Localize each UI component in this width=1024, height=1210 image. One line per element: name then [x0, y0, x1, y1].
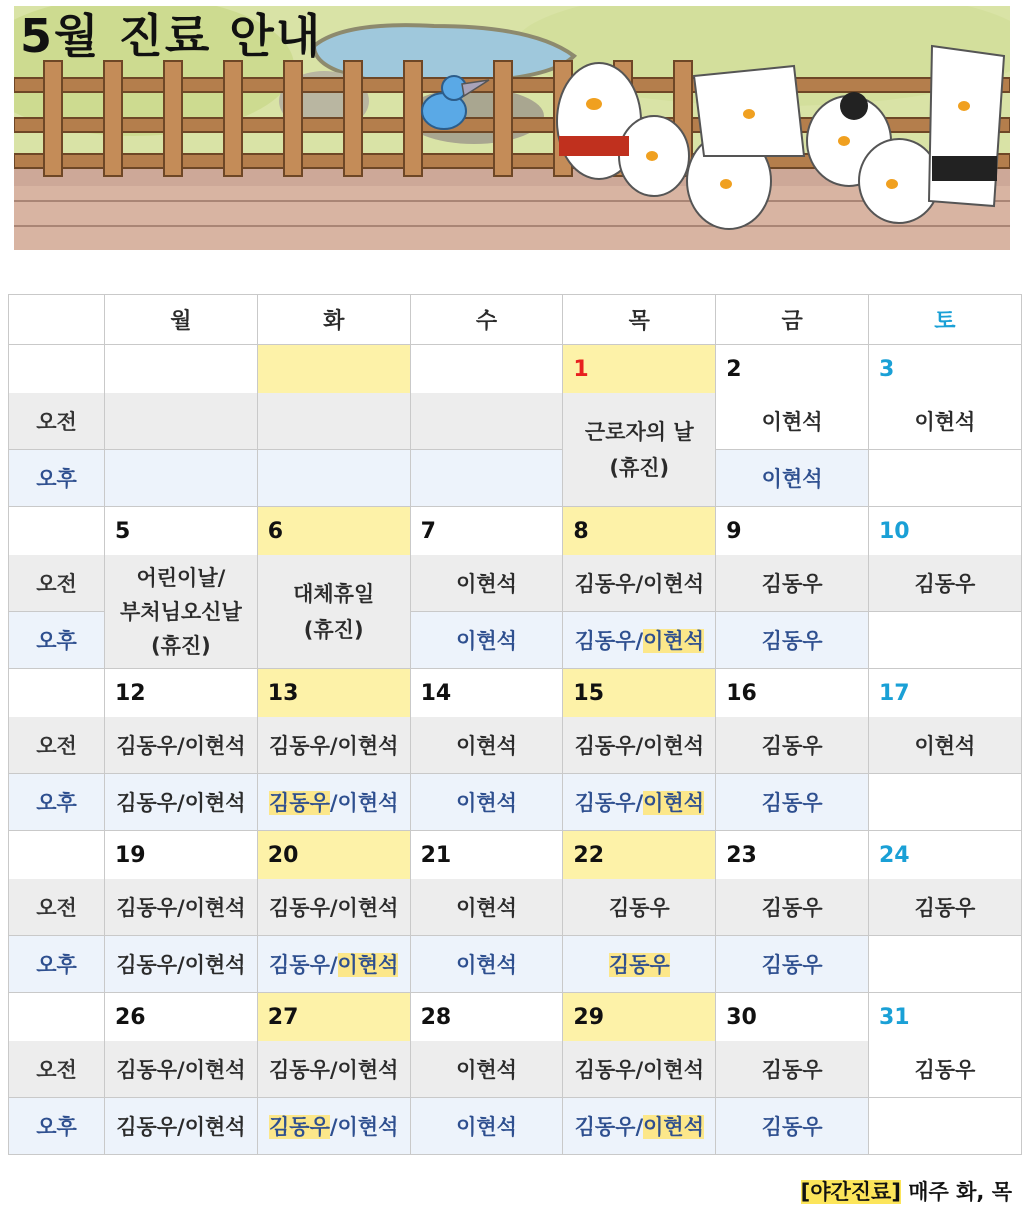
week-3-am [9, 717, 1022, 774]
pm-label: 오후 [9, 450, 105, 507]
weekday-header-row [9, 295, 1022, 345]
am-label: 오전 [9, 717, 105, 774]
pm-label: 오후 [9, 612, 105, 669]
date-cell: 14 [410, 669, 563, 718]
weekday-sat: 토 [868, 295, 1021, 345]
date-cell: 24 [868, 831, 1021, 880]
pm-cell [563, 774, 716, 831]
am-cell: 이현석 [410, 1041, 563, 1098]
week-5-pm [9, 1098, 1022, 1155]
night-clinic-note [801, 1176, 1012, 1206]
doctor-lee: /이현석 [329, 791, 399, 815]
date-cell: 22 [563, 831, 716, 880]
am-cell: 김동우 [868, 1041, 1021, 1098]
pm-cell [257, 450, 410, 507]
pm-cell [868, 936, 1021, 993]
am-cell: 김동우 [868, 879, 1021, 936]
am-cell: 김동우 [716, 879, 869, 936]
am-cell: 김동우 [716, 555, 869, 612]
date-cell: 30 [716, 993, 869, 1042]
holiday-cell: 대체휴일 (휴진) [257, 555, 410, 669]
pm-label: 오후 [9, 774, 105, 831]
night-clinic-days: 매주 화, 목 [908, 1180, 1012, 1204]
am-label: 오전 [9, 555, 105, 612]
banner [14, 6, 1010, 250]
pm-cell: 김동우/이현석 [105, 1098, 258, 1155]
pm-cell: 이현석 [410, 612, 563, 669]
date-cell: 5 [105, 507, 258, 556]
am-cell [257, 393, 410, 450]
am-cell [105, 393, 258, 450]
doctor-kim: 김동우/ [269, 953, 338, 977]
week-5-dates [9, 993, 1022, 1042]
date-cell: 19 [105, 831, 258, 880]
am-cell: 김동우/이현석 [257, 717, 410, 774]
date-cell: 7 [410, 507, 563, 556]
pm-cell: 이현석 [716, 450, 869, 507]
am-cell: 이현석 [410, 717, 563, 774]
am-cell: 이현석 [410, 555, 563, 612]
weekday-fri: 금 [716, 295, 869, 345]
date-cell: 13 [257, 669, 410, 718]
pm-cell [410, 450, 563, 507]
doctor-lee: /이현석 [329, 1115, 399, 1139]
date-cell: 8 [563, 507, 716, 556]
date-cell: 21 [410, 831, 563, 880]
date-cell: 31 [868, 993, 1021, 1042]
pm-cell [868, 450, 1021, 507]
doctor-kim: 김동우/ [574, 791, 644, 815]
am-cell: 김동우 [716, 717, 869, 774]
doctor-kim-highlighted: 김동우 [269, 1115, 330, 1139]
weekday-mon: 월 [105, 295, 258, 345]
week-4-dates [9, 831, 1022, 880]
am-cell: 이현석 [410, 879, 563, 936]
weekday-tue: 화 [257, 295, 410, 345]
am-cell: 이현석 [716, 393, 869, 450]
pm-cell: 이현석 [410, 936, 563, 993]
doctor-kim: 김동우/ [574, 1115, 644, 1139]
doctor-lee-highlighted: 이현석 [643, 791, 704, 815]
pm-cell [868, 774, 1021, 831]
am-cell: 이현석 [868, 393, 1021, 450]
am-cell: 김동우/이현석 [257, 879, 410, 936]
date-cell: 26 [105, 993, 258, 1042]
doctor-lee-highlighted: 이현석 [337, 953, 399, 977]
pm-cell [563, 612, 716, 669]
pm-cell [257, 936, 410, 993]
date-cell: 1 [563, 345, 716, 394]
pm-cell: 이현석 [410, 1098, 563, 1155]
pm-cell: 김동우/이현석 [105, 774, 258, 831]
week-1-pm [9, 450, 1022, 507]
pm-cell [868, 1098, 1021, 1155]
week-3-dates [9, 669, 1022, 718]
date-cell: 20 [257, 831, 410, 880]
am-cell: 이현석 [868, 717, 1021, 774]
date-cell: 10 [868, 507, 1021, 556]
pm-cell: 김동우 [716, 612, 869, 669]
pm-cell: 김동우 [716, 1098, 869, 1155]
corner-cell [9, 295, 105, 345]
pm-cell [563, 1098, 716, 1155]
am-cell: 김동우/이현석 [563, 1041, 716, 1098]
am-cell: 김동우/이현석 [257, 1041, 410, 1098]
week-4-am [9, 879, 1022, 936]
night-clinic-tag: [야간진료] [800, 1180, 901, 1204]
am-cell [410, 393, 563, 450]
date-cell: 27 [257, 993, 410, 1042]
pm-cell [868, 612, 1021, 669]
pm-cell: 김동우 [716, 774, 869, 831]
doctor-kim-highlighted: 김동우 [269, 791, 330, 815]
date-cell: 3 [868, 345, 1021, 394]
am-cell: 김동우/이현석 [105, 717, 258, 774]
pm-cell [257, 774, 410, 831]
pm-cell: 이현석 [410, 774, 563, 831]
doctor-kim-highlighted: 김동우 [608, 953, 670, 977]
am-cell: 김동우 [563, 879, 716, 936]
doctor-lee-highlighted: 이현석 [643, 629, 704, 653]
holiday-cell: 근로자의 날 (휴진) [563, 393, 716, 507]
week-3-pm [9, 774, 1022, 831]
pm-cell [563, 936, 716, 993]
am-cell: 김동우 [716, 1041, 869, 1098]
am-cell: 김동우/이현석 [563, 555, 716, 612]
date-cell: 17 [868, 669, 1021, 718]
pm-cell [105, 450, 258, 507]
doctor-kim: 김동우/ [574, 629, 644, 653]
week-5-am [9, 1041, 1022, 1098]
pm-cell: 김동우 [716, 936, 869, 993]
week-2-am [9, 555, 1022, 612]
am-cell: 김동우/이현석 [105, 879, 258, 936]
holiday-cell: 어린이날/ 부처님오신날 (휴진) [105, 555, 258, 669]
date-cell: 12 [105, 669, 258, 718]
date-cell: 28 [410, 993, 563, 1042]
pm-cell [257, 1098, 410, 1155]
date-cell: 15 [563, 669, 716, 718]
am-label: 오전 [9, 393, 105, 450]
pm-label: 오후 [9, 936, 105, 993]
am-label: 오전 [9, 1041, 105, 1098]
date-cell [257, 345, 410, 394]
week-2-dates [9, 507, 1022, 556]
pm-label: 오후 [9, 1098, 105, 1155]
doctor-lee-highlighted: 이현석 [643, 1115, 704, 1139]
week-1-am [9, 393, 1022, 450]
date-cell: 2 [716, 345, 869, 394]
date-cell [410, 345, 563, 394]
week-4-pm [9, 936, 1022, 993]
am-cell: 김동우/이현석 [105, 1041, 258, 1098]
am-cell: 김동우/이현석 [563, 717, 716, 774]
page-title: 5월 진료 안내 [20, 9, 323, 63]
weekday-thu: 목 [563, 295, 716, 345]
date-cell [105, 345, 258, 394]
schedule-calendar [8, 294, 1022, 1155]
weekday-wed: 수 [410, 295, 563, 345]
date-cell: 6 [257, 507, 410, 556]
date-cell: 16 [716, 669, 869, 718]
am-cell: 김동우 [868, 555, 1021, 612]
am-label: 오전 [9, 879, 105, 936]
week-1-dates [9, 345, 1022, 394]
date-cell: 9 [716, 507, 869, 556]
date-cell: 29 [563, 993, 716, 1042]
pm-cell: 김동우/이현석 [105, 936, 258, 993]
date-cell: 23 [716, 831, 869, 880]
